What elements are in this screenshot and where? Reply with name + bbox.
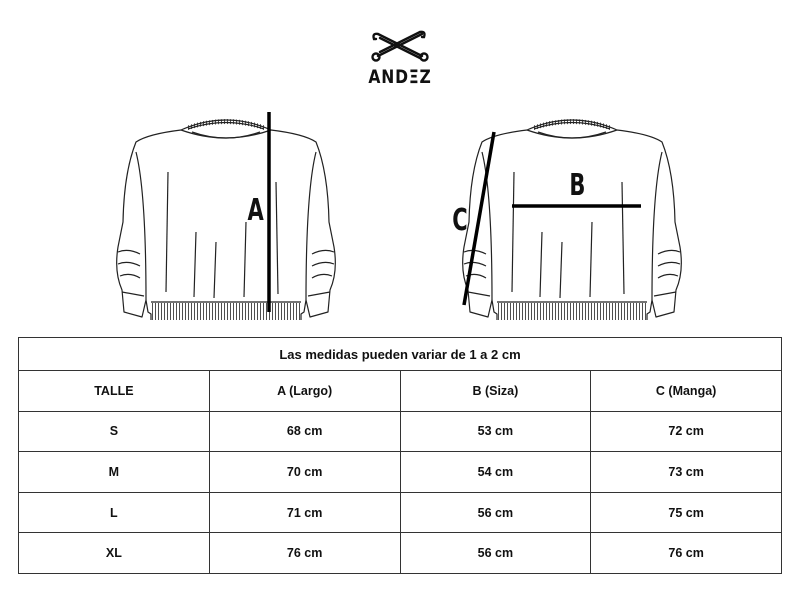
cell-largo: 76 cm — [209, 533, 400, 574]
cell-largo: 71 cm — [209, 492, 400, 533]
size-table — [18, 337, 782, 574]
cell-siza: 54 cm — [400, 452, 591, 493]
cell-size: S — [19, 411, 210, 452]
cell-size: L — [19, 492, 210, 533]
header-siza: B (Siza) — [400, 371, 591, 412]
table-header-row — [19, 371, 782, 412]
table-note: Las medidas pueden variar de 1 a 2 cm — [19, 338, 782, 371]
cell-manga: 73 cm — [591, 452, 782, 493]
sweater-illustration — [0, 100, 800, 320]
sweater-front-left — [117, 119, 336, 320]
cell-siza: 56 cm — [400, 492, 591, 533]
table-row — [19, 492, 782, 533]
brand-name: ANDΞZ — [368, 66, 432, 88]
cell-size: M — [19, 452, 210, 493]
safety-pin-icon — [360, 26, 440, 66]
brand-logo — [360, 26, 440, 92]
cell-siza: 56 cm — [400, 533, 591, 574]
measure-label-a: A — [247, 193, 264, 228]
table-row — [19, 533, 782, 574]
table-row — [19, 452, 782, 493]
measure-label-c: C — [452, 203, 468, 238]
cell-manga: 72 cm — [591, 411, 782, 452]
table-row — [19, 411, 782, 452]
cell-siza: 53 cm — [400, 411, 591, 452]
cell-largo: 68 cm — [209, 411, 400, 452]
cell-size: XL — [19, 533, 210, 574]
header-manga: C (Manga) — [591, 371, 782, 412]
cell-manga: 75 cm — [591, 492, 782, 533]
table-note-row — [19, 338, 782, 371]
cell-largo: 70 cm — [209, 452, 400, 493]
header-talle: TALLE — [19, 371, 210, 412]
measure-label-b: B — [569, 168, 586, 203]
sweater-front-right — [463, 119, 682, 320]
cell-manga: 76 cm — [591, 533, 782, 574]
header-largo: A (Largo) — [209, 371, 400, 412]
